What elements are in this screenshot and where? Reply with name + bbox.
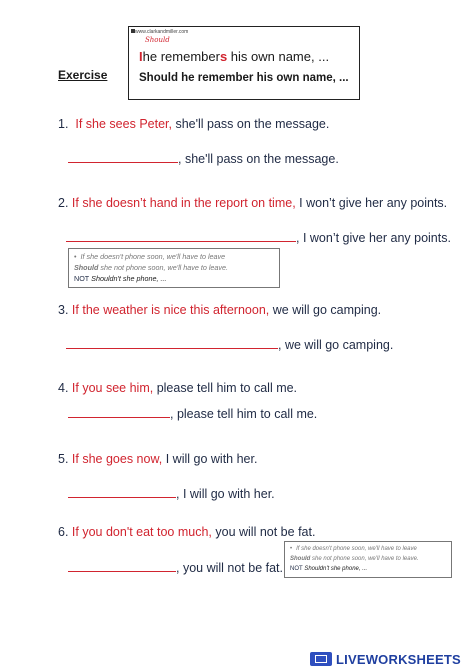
condition-clause: If she sees Peter, (75, 117, 172, 131)
answer-line-5: , I will go with her. (68, 486, 275, 501)
liveworksheets-logo-icon (310, 652, 332, 666)
question-6: 6. If you don't eat too much, you will not be fat. (58, 525, 316, 539)
struck-letter-i: I (139, 49, 143, 64)
answer-line-3: , we will go camping. (66, 337, 393, 352)
brand-name: LIVEWORKSHEETS (336, 652, 461, 667)
answer-line-4: , please tell him to call me. (68, 406, 317, 421)
answer-blank[interactable] (68, 151, 178, 163)
example-original-sentence: Ihe remembers his own name, ... (139, 49, 330, 64)
question-1: 1. If she sees Peter, she'll pass on the message. (58, 117, 330, 131)
answer-line-6: , you will not be fat. (68, 560, 283, 575)
answer-blank[interactable] (66, 230, 296, 242)
grammar-note-box-2: • If she doesn't phone soon, we'll have to leave Should she not phone soon, we'll have to leave. NOT Shouldn't she phone, ... (284, 541, 452, 578)
answer-blank[interactable] (68, 406, 170, 418)
exercise-heading: Exercise (58, 68, 108, 82)
condition-clause: If she doesn’t hand in the report on time, (71, 196, 296, 210)
handwritten-should: Should (145, 36, 170, 44)
example-corrected-sentence: Should he remember his own name, ... (139, 72, 349, 84)
grammar-note-box: • If she doesn't phone soon, we'll have to leave Should she not phone soon, we'll have to leave. NOT Shouldn't she phone, ... (68, 248, 280, 288)
condition-clause: If you don't eat too much, (71, 525, 212, 539)
footer (0, 650, 474, 669)
example-box (128, 26, 360, 100)
condition-clause: If you see him, (71, 381, 154, 395)
struck-letter-s: s (219, 49, 228, 64)
condition-clause: If she goes now, (71, 452, 163, 466)
answer-blank[interactable] (68, 560, 176, 572)
condition-clause: If the weather is nice this afternoon, (71, 303, 270, 317)
question-4: 4. If you see him, please tell him to call me. (58, 381, 298, 395)
answer-line-2: , I won’t give her any points. (66, 230, 451, 245)
site-url: www.clarkandmiller.com (135, 29, 189, 35)
question-2: 2. If she doesn’t hand in the report on time, I won’t give her any points. (58, 196, 448, 210)
question-3: 3. If the weather is nice this afternoon, we will go camping. (58, 303, 382, 317)
answer-line-1: , she'll pass on the message. (68, 151, 339, 166)
answer-blank[interactable] (66, 337, 278, 349)
answer-blank[interactable] (68, 486, 176, 498)
question-5: 5. If she goes now, I will go with her. (58, 452, 258, 466)
